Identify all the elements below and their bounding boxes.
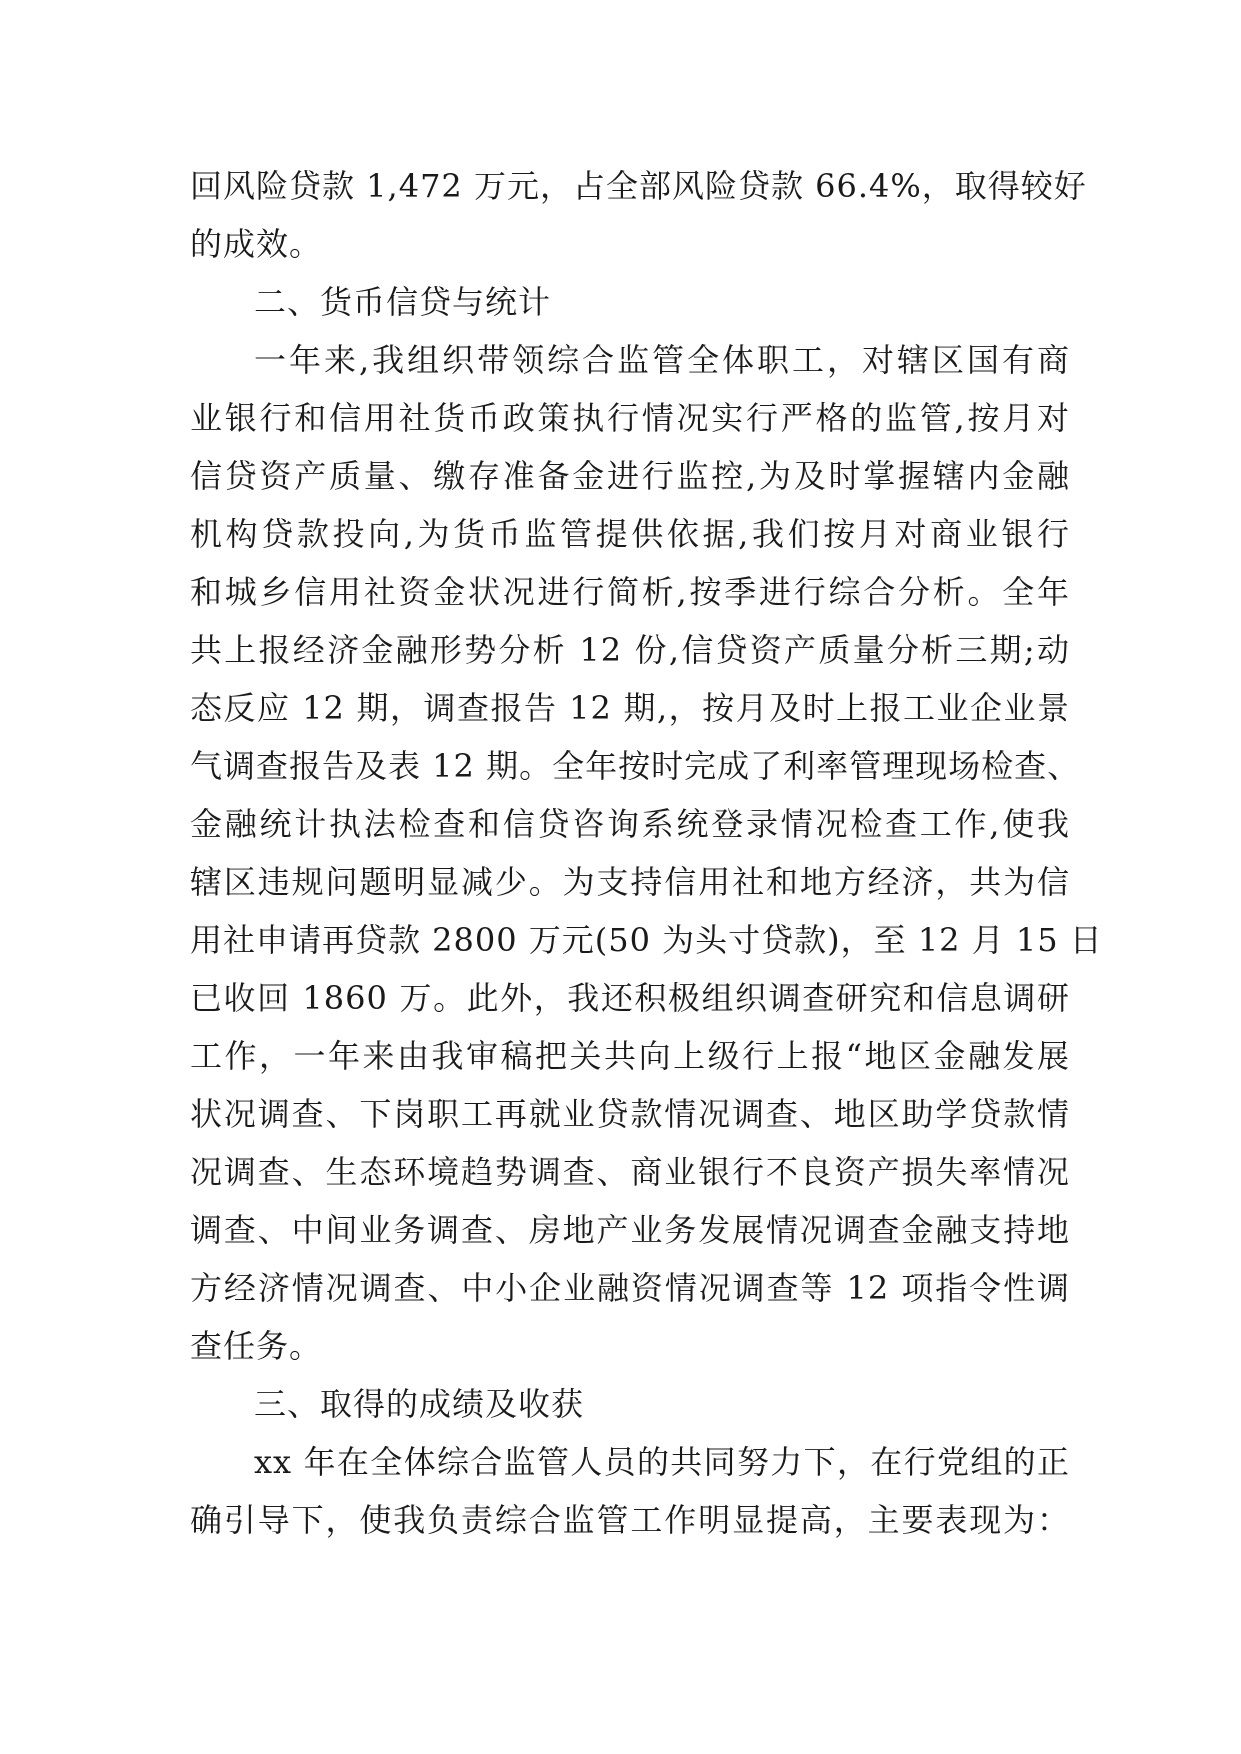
paragraph-achievements-intro	[190, 1433, 1070, 1549]
text-line: 辖区违规问题明显减少。为支持信用社和地方经济，共为信	[190, 863, 1070, 901]
section-heading-achievements: 三、取得的成绩及收获	[254, 1385, 585, 1423]
document-body	[190, 157, 1103, 1549]
text-line: 金融统计执法检查和信贷咨询系统登录情况检查工作,使我	[190, 805, 1070, 843]
text-line: xx 年在全体综合监管人员的共同努力下，在行党组的正	[254, 1443, 1070, 1481]
text-line: 回风险贷款 1,472 万元，占全部风险贷款 66.4%，取得较好	[190, 167, 1087, 205]
text-line: 态反应 12 期，调查报告 12 期,，按月及时上报工业企业景	[190, 689, 1070, 727]
text-line: 共上报经济金融形势分析 12 份,信贷资产质量分析三期;动	[190, 631, 1070, 669]
text-line: 已收回 1860 万。此外，我还积极组织调查研究和信息调研	[190, 979, 1070, 1017]
paragraph-risk-loan-summary	[190, 157, 1087, 273]
text-line: 方经济情况调查、中小企业融资情况调查等 12 项指令性调	[190, 1269, 1070, 1307]
paragraph-monetary-credit-statistics	[190, 331, 1103, 1375]
text-line: 的成效。	[190, 225, 323, 263]
text-line: 业银行和信用社货币政策执行情况实行严格的监管,按月对	[190, 399, 1070, 437]
text-line: 一年来,我组织带领综合监管全体职工，对辖区国有商	[254, 341, 1070, 379]
text-line: 确引导下，使我负责综合监管工作明显提高，主要表现为：	[190, 1501, 1070, 1539]
text-line: 况调查、生态环境趋势调查、商业银行不良资产损失率情况	[190, 1153, 1070, 1191]
text-line: 和城乡信用社资金状况进行简析,按季进行综合分析。全年	[190, 573, 1070, 611]
text-line: 机构贷款投向,为货币监管提供依据,我们按月对商业银行	[190, 515, 1070, 553]
text-line: 气调查报告及表 12 期。全年按时完成了利率管理现场检查、	[190, 747, 1081, 785]
text-line: 查任务。	[190, 1327, 323, 1365]
text-line: 工作，一年来由我审稿把关共向上级行上报“地区金融发展	[190, 1037, 1070, 1075]
section-heading-monetary-credit: 二、货币信贷与统计	[254, 283, 552, 321]
text-line: 状况调查、下岗职工再就业贷款情况调查、地区助学贷款情	[190, 1095, 1070, 1133]
text-line: 用社申请再贷款 2800 万元(50 为头寸贷款)，至 12 月 15 日	[190, 921, 1103, 959]
text-line: 信贷资产质量、缴存准备金进行监控,为及时掌握辖内金融	[190, 457, 1070, 495]
text-line: 调查、中间业务调查、房地产业务发展情况调查金融支持地	[190, 1211, 1070, 1249]
